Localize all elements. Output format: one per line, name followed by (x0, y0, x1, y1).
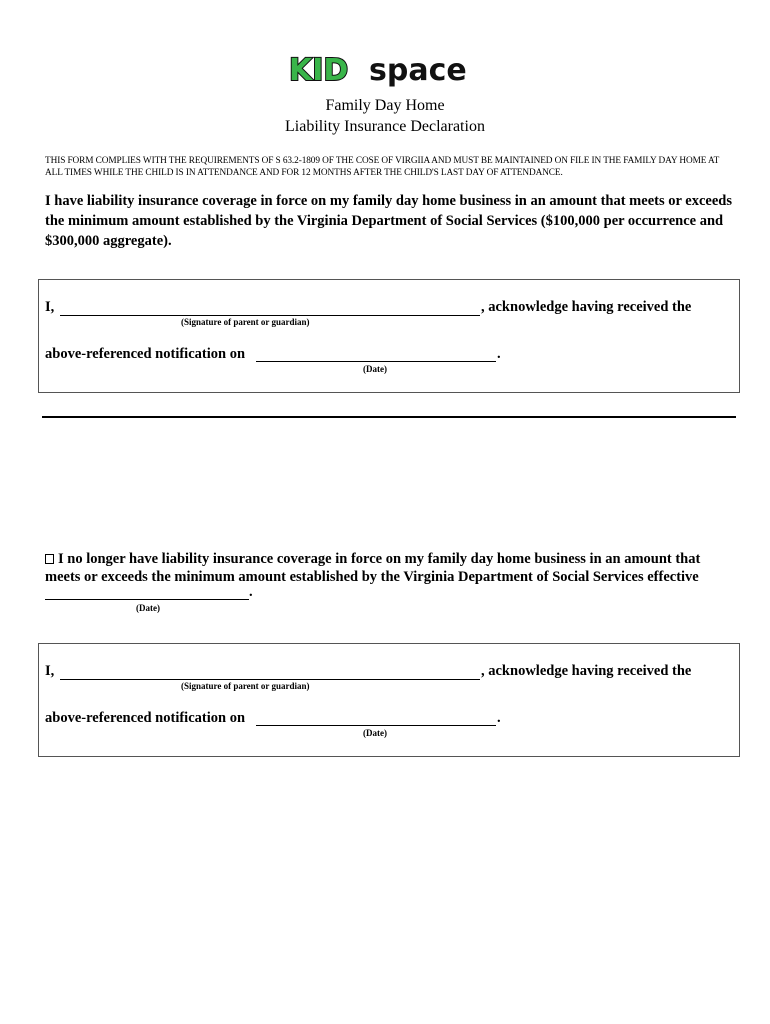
logo-part-space: space (369, 53, 467, 88)
date-suffix: . (497, 710, 501, 726)
date-prefix: above-referenced notification on (45, 710, 246, 726)
ack-prefix: I, (45, 663, 55, 679)
acknowledgement-box-2 (38, 643, 740, 757)
section-divider (42, 416, 736, 418)
signature-field[interactable] (60, 315, 480, 316)
signature-caption: (Signature of parent or guardian) (181, 317, 310, 327)
ack-prefix: I, (45, 299, 55, 315)
ack-suffix: , acknowledge having received the (481, 299, 692, 315)
date-caption: (Date) (363, 364, 387, 374)
compliance-notice: THIS FORM COMPLIES WITH THE REQUIREMENTS OF S 63.2-1809 OF THE COSE OF VIRGIIA AND MUST BE MAINTAINED ON FILE IN THE FAMILY DAY HOME AT ALL TIMES WHILE THE CHILD IS IN ATTENDANCE AND FOR 12 MONTHS AFTER THE CHILD'S LAST DAY OF ATTENDANCE. (45, 156, 720, 178)
effective-date-suffix: . (249, 584, 253, 600)
logo-part-kid: KID (289, 53, 349, 88)
signature-caption: (Signature of parent or guardian) (181, 681, 310, 691)
no-insurance-checkbox[interactable] (45, 554, 54, 564)
acknowledgement-box-1 (38, 279, 740, 393)
effective-date-caption: (Date) (136, 603, 160, 613)
no-insurance-statement (45, 550, 735, 586)
date-suffix: . (497, 346, 501, 362)
ack-suffix: , acknowledge having received the (481, 663, 692, 679)
date-prefix: above-referenced notification on (45, 346, 246, 362)
date-field[interactable] (256, 361, 496, 362)
form-title-line1: Family Day Home (325, 97, 445, 114)
form-title-line2: Liability Insurance Declaration (285, 118, 485, 135)
kidspace-logo-graphic (285, 46, 485, 92)
kidspace-logo (0, 46, 770, 92)
date-caption: (Date) (363, 728, 387, 738)
insurance-statement: I have liability insurance coverage in force on my family day home business in an amount that meets or exceeds the minimum amount established by the Virginia Department of Social Services ($100,000 per occurrence and $300,000 aggregate). (45, 193, 732, 249)
date-field[interactable] (256, 725, 496, 726)
effective-date-field[interactable] (45, 599, 249, 600)
no-insurance-text: I no longer have liability insurance coverage in force on my family day home business in an amount that meets or exceeds the minimum amount established by the Virginia Department of Social Services effective (45, 551, 701, 585)
signature-field[interactable] (60, 679, 480, 680)
